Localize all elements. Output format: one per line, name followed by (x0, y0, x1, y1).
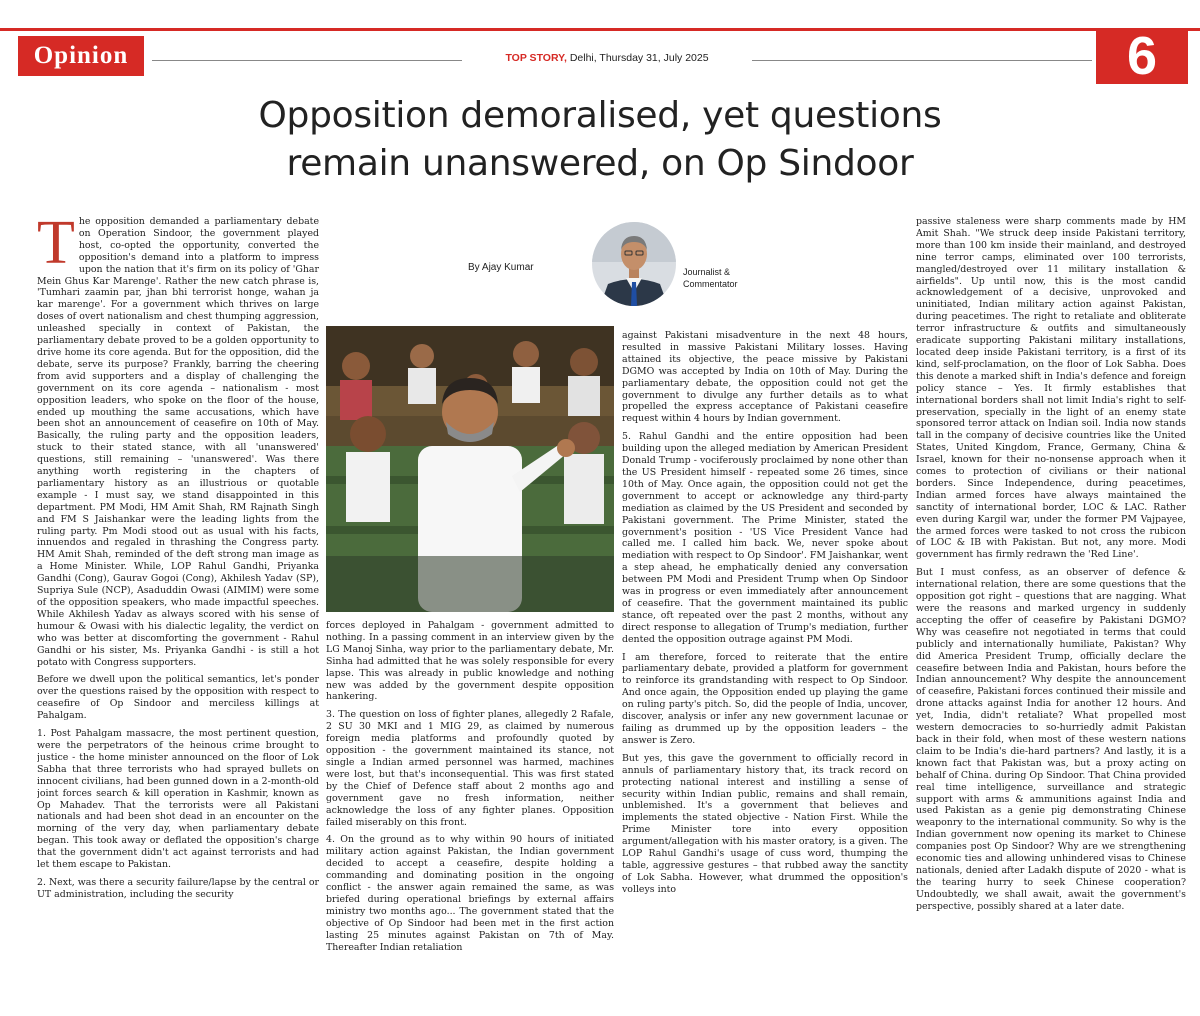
paragraph: 4. On the ground as to why within 90 hours of initiated military action against Pakistan, the Indian government decided to accept a ceasefire, despite holding a commanding and dominating position in the ongoing conflict - the answer again remained the same, as was briefed during operational briefings by external affairs ministry two months ago... The government stated that the objective of Op Sindoor had been met in the first action lasting 25 minutes against Pakistan on 7th of May. Thereafter Indian retaliation (326, 834, 614, 953)
paragraph: 1. Post Pahalgam massacre, the most pertinent question, were the perpetrators of the heinous crime brought to justice - the home minister announced on the floor of Lok Sabha that three terrorists who had sprayed bullets on innocent civilians, had been gunned down in a 2-month-old joint forces search & kill operation in Kashmir, known as Op Mahadev. That the terrorists were all Pakistani nationals and had been shot dead in an encounter on the morning of the very day, when parliamentary debate began. This took away or deflated the opposition's charge that the government didn't act against terrorists and had let them escape to Pakistan. (37, 728, 319, 871)
paragraph: I am therefore, forced to reiterate that the entire parliamentary debate, provided a platform for government to reinforce its grandstanding with respect to Op Sindoor. And once again, the Opposition ended up playing the game on ruling party's pitch. So, did the people of India, uncover, discover, analysis or infer any new government lacunae or failing as drummed up by the opposition leaders – the answer is Zero. (622, 651, 908, 746)
masthead-rule-right (752, 60, 1092, 61)
paragraph (37, 216, 319, 668)
column-1 (37, 216, 319, 996)
column-3 (622, 330, 908, 1000)
column-2 (326, 620, 614, 1000)
headline-line-2: remain unanswered, on Op Sindoor (286, 143, 914, 184)
parliament-photo-graphic (326, 326, 614, 612)
paragraph: But yes, this gave the government to officially record in annuls of parliamentary history that, its track record on protecting national interest and instilling a sense of security within Indian public, remains and shall remain, unblemished. It's a government that believes and implements the stated objective - Nation First. While the Prime Minister tore into every opposition argument/allegation with his master oratory, is a given. The LOP Rahul Gandhi's usage of cuss word, thumping the table, aggressive gestures – that rubbed away the sanctity of Lok Sabha. However, what drummed the opposition's volleys into (622, 752, 908, 895)
paragraph: But I must confess, as an observer of defence & international relation, there are some questions that the opposition got right – questions that are nagging. What were the reasons and marked urgency in suddenly accepting the offer of ceasefire by Pakistani DGMO? Why was ceasefire not negotiated in terms that could publicly and internationally humiliate, Pakistan? Why did America President Trump, officially declare the ceasefire between India and Pakistan, hours before the Indian announcement? Why despite the announcement of ceasefire, Pakistani forces continued their missile and drone attacks against India for another 12 hours. And yet, India, didn't retaliate? What propelled most western democracies to so-hurriedly admit Pakistan back in their fold, when most of these western nations claim to be India's die-hard partners? And lastly, it is a known fact that Pakistan was, but a proxy acting on behalf of China. during Op Sindoor. That China provided real time intelligence, surveillance and strategic support with arms & ammunitions against India and used Pakistan as a genie pig demonstrating Chinese weaponry to the international community. So why is the Indian government now opening its market to Chinese companies post Op Sindoor? Why are we strengthening economic ties and allowing unhindered visas to Chinese nationals, denied after Ladakh dispute of 2020 - what is the tearing hurry to seek Chinese cooperation? Undoubtedly, we shall await, await the government's perspective, possibly shared at a later date. (916, 567, 1186, 912)
paragraph-text: he opposition demanded a parliamentary debate on Operation Sindoor, the government played host, co-opted the opportunity, converted the opposition's demand into a platform to impress upon the nation that it's firm on its policy of 'Ghar Mein Ghus Kar Marenge'. Rather the new catch phrase is, 'Tumhari zaamin par, jhan bhi terrorist honge, wahan ja kar marenge'. For a government which thrives on large doses of overt nationalism and chest thumping aggression, unleashed specially in context of Pakistan, the parliamentary debate proved to be a golden opportunity to drive home its core agenda. But for the opposition, did the debate, serve its purpose? Frankly, barring the cheering from avid supporters and a display of challenging the government on its core agenda – nationalism - most opposition leaders, who spoke on the floor of the house, ended up mouthing the same accusations, which have been shot an announcement of ceasefire on 10th of May. Basically, the ruling party and the opposition leaders, stuck to their stated stance, with all 'unanswered' questions, still remaining – 'unanswered'. Was there anything worth registering in the chapters of parliamentary history as an illustrious or quotable example - I must say, we stand disappointed in this department. PM Modi, HM Amit Shah, RM Rajnath Singh and FM S Jaishankar were the leading lights from the ruling party. Pm Modi stood out as usual with his facts, innuendos and regaled in thrashing the Congress party. HM Amit Shah, reminded of the deft strong man image as a Home Minister. While, LOP Rahul Gandhi, Priyanka Gandhi (Cong), Gaurav Gogoi (Cong), Akhilesh Yadav (SP), Supriya Sule (NCP), Asaduddin Owasi (AIMIM) were some of the opposition speakers, who made impactful speeches. While Akhilesh Yadav as always scored with his sense of humour & Owasi with his dialectic legality, the verdict on who was better at discomforting the government - Rahul Gandhi or his sister, Ms. Priyanka Gandhi - is still a hot potato with Congress supporters. (37, 216, 319, 668)
paper-name: TOP STORY, (505, 52, 567, 64)
headline (60, 92, 1140, 188)
paragraph: 2. Next, was there a security failure/lapse by the central or UT administration, including the security (37, 876, 319, 900)
author-role (683, 266, 738, 290)
column-4 (916, 216, 1186, 1000)
drop-cap: T (37, 216, 75, 277)
paragraph: forces deployed in Pahalgam - government admitted to nothing. In a passing comment in an interview given by the LG Manoj Sinha, way prior to the parliamentary debate, Mr. Sinha had admitted that he was solely responsible for every lapse. This was already in public knowledge and nothing new was added by the government despite opposition hankering. (326, 620, 614, 703)
author-portrait (592, 222, 676, 306)
paragraph: 5. Rahul Gandhi and the entire opposition had been building upon the alleged mediation by American President Donald Trump - vociferously proclaimed by none other than the US President himself - repeated some 26 times, since 10th of May. Once again, the opposition could not get the government to accept or acknowledge any third-party mediation as claimed by the US President and seconded by Pakistani government. The Prime Minister, stated the government's position - 'US Vice President Vance had called me. I called him back. We, never spoke about mediation with respect to Op Sindoor'. FM Jaishankar, went a step ahead, he emphatically denied any conversation between PM Modi and President Trump when Op Sindoor was in progress or even immediately after announcement of ceasefire. That the government maintained its public stance, oft repeated over the past 2 months, without any direct response to allegation of Trump's mediation, further dented the opposition outrage against PM Modi. (622, 431, 908, 645)
headline-line-1: Opposition demoralised, yet questions (258, 95, 942, 136)
author-role-line-1: Journalist & (683, 267, 731, 277)
paragraph: passive staleness were sharp comments made by HM Amit Shah. "We struck deep inside Pakistani territory, more than 100 km inside their mainland, and destroyed nine terror camps, eliminated over 100 terrorists, mangled/destroyed over 11 military installation & airfields". Up until now, this is the most candid acknowledgement of a decisive, unprovoked and uninitiated, Indian military action against Pakistan, during peacetimes. The right to retaliate and obliterate terror infrastructure & outfits and simultaneously eradicate supporting Pakistani military installations, located deep inside Pakistani territory, is a first of its kind, self-proclamation, on the floor of Lok Sabha. Does this denote a marked shift in India's defence and foreign policy stance – Yes. It firmly establishes that international borders shall not limit India's right to self-preservation, specially in the light of an enemy state sponsored terror attack on Indian soil. India now stands tall in the company of decisive countries like the United States, United Kingdom, France, Germany, China & Israel, known for their no-nonsense approach when it comes to protection of civilians or their national borders. Since Independence, during peacetimes, Indian armed forces have always maintained the sanctity of international border, LOC & LAC. Rather even during Kargil war, under the former PM Vajpayee, the armed forces were tasked to not cross the rubicon of LOC & IB with Pakistan. But not, any more. Modi government has firmly redrawn the 'Red Line'. (916, 216, 1186, 561)
paragraph: 3. The question on loss of fighter planes, allegedly 2 Rafale, 2 SU 30 MKI and 1 MIG 29, as claimed by numerous foreign media platforms and profoundly quoted by opposition - the government maintained its stance, not single a Indian armed personnel was harmed, machines were lost, but that's inconsequential. This was first stated by the Chief of Defence staff about 2 months ago and government gave no fresh information, neither acknowledge the loss of any fighter planes. Opposition failed miserably on this front. (326, 709, 614, 828)
masthead-top-rule (0, 28, 1200, 31)
masthead-rule-left (152, 60, 462, 61)
dateline (462, 52, 752, 64)
dateline-text: Delhi, Thursday 31, July 2025 (569, 52, 709, 64)
author-role-line-2: Commentator (683, 279, 738, 289)
page-number: 6 (1096, 28, 1188, 84)
parliament-photo (326, 326, 614, 612)
paragraph: Before we dwell upon the political semantics, let's ponder over the questions raised by the opposition with respect to ceasefire of Op Sindoor and merciless killings at Pahalgam. (37, 674, 319, 722)
byline: By Ajay Kumar (468, 262, 534, 273)
author-portrait-graphic (592, 222, 676, 306)
section-label: Opinion (18, 36, 144, 76)
paragraph: against Pakistani misadventure in the next 48 hours, resulted in massive Pakistani Military losses. Having attained its objective, the peace missive by Pakistani DGMO was accepted by India on 10th of May. During the parliamentary debate, the opposition could not get the government to divulge any further details as to what propelled the express acceptance of Pakistani ceasefire request within 4 hours by Indian government. (622, 330, 908, 425)
